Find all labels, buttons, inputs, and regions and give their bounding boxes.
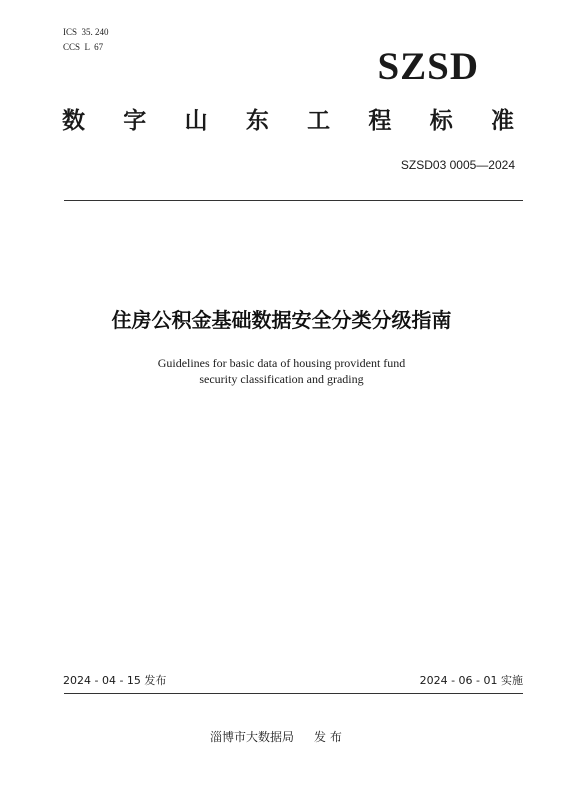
issuing-authority [210, 729, 342, 745]
category-char: 数 [62, 108, 85, 134]
english-title-line-1: Guidelines for basic data of housing provident fund [157, 356, 406, 370]
document-title-english [0, 355, 563, 387]
header-divider [64, 200, 523, 201]
ics-code: ICS 35. 240 [63, 27, 109, 37]
english-title-line-2: security classification and grading [199, 372, 364, 386]
document-title-chinese: 住房公积金基础数据安全分类分级指南 [111, 308, 452, 332]
ccs-code: CCS L 67 [63, 42, 104, 52]
szsd-logo: SZSD [377, 45, 479, 88]
issuer-action: 发 布 [314, 730, 342, 744]
issuer-name: 淄博市大数据局 [210, 730, 295, 744]
release-date: 2024 - 04 - 15 发布 [63, 674, 167, 687]
category-char: 东 [245, 108, 269, 134]
footer-divider [64, 693, 523, 694]
category-char: 字 [123, 108, 147, 134]
category-char: 山 [184, 108, 208, 134]
category-char: 准 [490, 108, 514, 134]
category-char: 标 [429, 108, 453, 134]
standard-number: SZSD03 0005—2024 [400, 158, 515, 172]
standard-category [62, 108, 514, 134]
category-char: 程 [368, 108, 392, 134]
implementation-date: 2024 - 06 - 01 实施 [419, 674, 523, 687]
category-char: 工 [307, 108, 331, 134]
